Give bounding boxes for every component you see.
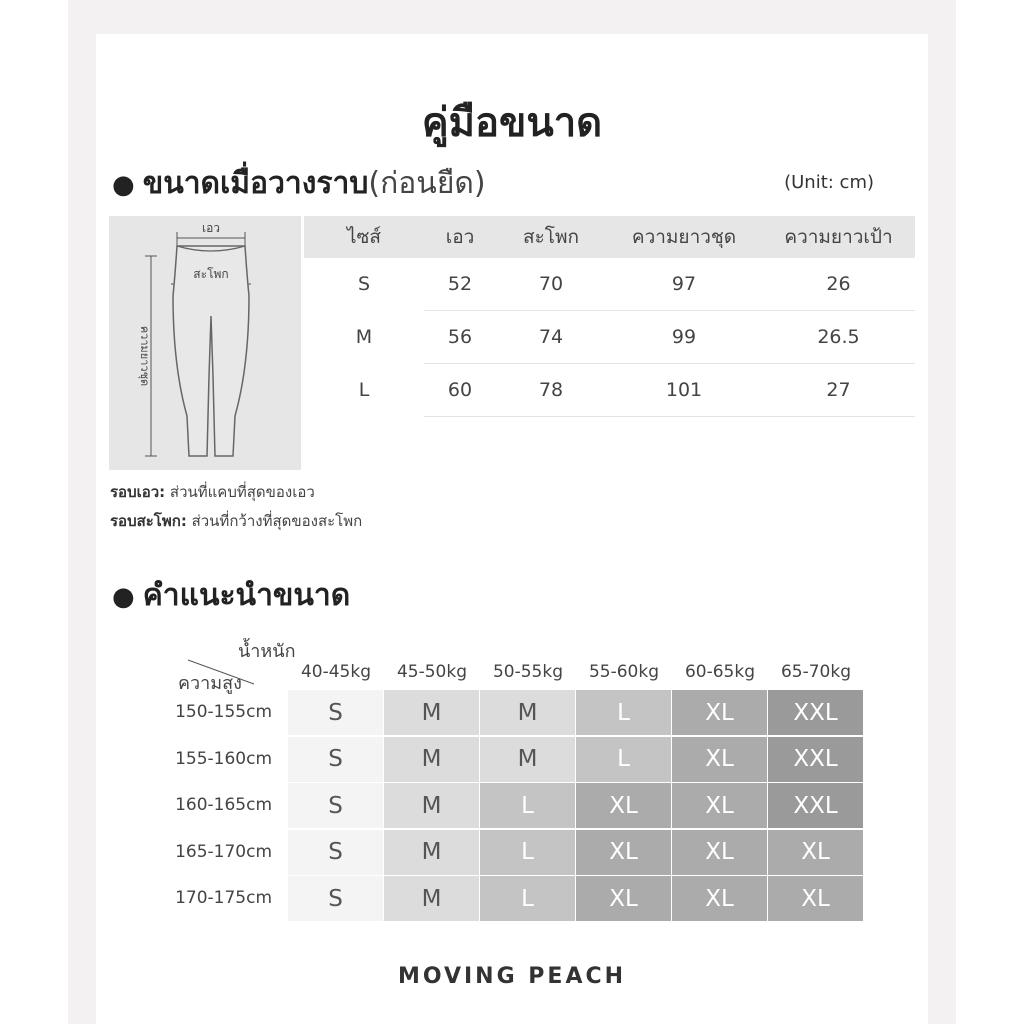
waist-note-desc: ส่วนที่แคบที่สุดของเอว (165, 483, 315, 501)
table-cell: 78 (496, 364, 606, 417)
table-cell: 70 (496, 258, 606, 311)
weight-column-header: 65-70kg (780, 662, 852, 682)
table-row (304, 258, 915, 311)
header-hip: สะโพก (496, 216, 606, 258)
height-row-label: 170-175cm (175, 888, 272, 908)
weight-column-header: 50-55kg (492, 662, 564, 682)
header-waist: เอว (424, 216, 496, 258)
flat-size-table (304, 216, 915, 417)
weight-axis-label: น้ำหนัก (238, 641, 296, 662)
leggings-illustration (109, 216, 301, 470)
size-cell: XL (672, 830, 767, 875)
size-cell: XL (768, 830, 863, 875)
header-size: ไซส์ (304, 216, 424, 258)
size-cell: L (480, 783, 575, 828)
size-cell: S (288, 783, 383, 828)
size-cell: M (480, 737, 575, 782)
size-cell: L (480, 830, 575, 875)
size-cell: XXL (768, 690, 863, 735)
size-cell: S (288, 737, 383, 782)
size-cell: L (480, 876, 575, 921)
hip-diagram-label: สะโพก (193, 267, 229, 281)
size-cell: XL (672, 876, 767, 921)
table-row (304, 364, 915, 417)
weight-column-header: 60-65kg (684, 662, 756, 682)
size-cell: S (288, 690, 383, 735)
size-cell: M (480, 690, 575, 735)
size-cell: XL (768, 876, 863, 921)
bullet-icon: ● (112, 582, 135, 612)
height-row-label: 160-165cm (175, 795, 272, 815)
size-cell: L (576, 690, 671, 735)
size-cell: XL (576, 830, 671, 875)
flat-size-heading-sub: (ก่อนยืด) (368, 166, 486, 201)
table-cell: L (358, 379, 370, 401)
recommend-heading (112, 572, 350, 619)
flat-size-heading-text: ขนาดเมื่อวางราบ (142, 166, 369, 201)
hip-note (110, 507, 362, 536)
height-row-label: 150-155cm (175, 702, 272, 722)
table-cell: 99 (606, 311, 762, 364)
size-recommendation-table (174, 634, 874, 934)
size-cell: XL (672, 690, 767, 735)
hip-note-term: รอบสะโพก: (110, 512, 187, 530)
bullet-icon: ● (112, 170, 135, 200)
waist-note (110, 478, 362, 507)
header-length: ความยาวชุด (606, 216, 762, 258)
size-guide-card (96, 34, 928, 1024)
page-title: คู่มือขนาด (421, 100, 603, 146)
table-cell: 27 (762, 364, 915, 417)
size-cell: XXL (768, 783, 863, 828)
size-cell: XL (576, 783, 671, 828)
size-cell: S (288, 876, 383, 921)
size-cell: L (576, 737, 671, 782)
size-cell: S (288, 830, 383, 875)
height-row-label: 155-160cm (175, 748, 272, 769)
height-row-label: 165-170cm (175, 841, 272, 862)
size-cell: M (384, 876, 479, 921)
size-cell: M (384, 690, 479, 735)
header-rise: ความยาวเป้า (762, 216, 915, 258)
measurement-notes (110, 478, 362, 536)
table-cell: 60 (424, 364, 496, 417)
size-cell: M (384, 737, 479, 782)
leggings-icon (109, 216, 301, 470)
waist-diagram-label: เอว (201, 221, 221, 235)
table-cell: S (357, 273, 371, 296)
table-cell: 101 (606, 364, 762, 417)
size-cell: XL (576, 876, 671, 921)
table-cell: 56 (424, 311, 496, 364)
table-row (304, 311, 915, 364)
weight-column-header: 40-45kg (300, 662, 372, 682)
table-cell: 26.5 (762, 311, 915, 364)
brand-logo: MOVING PEACH (397, 964, 627, 989)
length-diagram-label: ความยาวชุด (138, 325, 151, 387)
height-axis-label: ความสูง (178, 673, 242, 694)
size-cell: M (384, 783, 479, 828)
size-cell: XXL (768, 737, 863, 782)
flat-size-heading (112, 160, 486, 207)
weight-column-header: 55-60kg (588, 662, 660, 682)
table-cell: M (355, 326, 373, 348)
table-cell: 52 (424, 258, 496, 311)
size-cell: M (384, 830, 479, 875)
weight-column-header: 45-50kg (396, 662, 468, 682)
hip-note-desc: ส่วนที่กว้างที่สุดของสะโพก (186, 512, 363, 530)
table-cell: 74 (496, 311, 606, 364)
waist-note-term: รอบเอว: (110, 483, 166, 501)
size-cell: XL (672, 783, 767, 828)
size-cell: XL (672, 737, 767, 782)
table-header-row (304, 216, 915, 258)
recommend-heading-text: คำแนะนำขนาด (142, 578, 351, 613)
table-cell: 26 (762, 258, 915, 311)
unit-label: (Unit: cm) (784, 172, 874, 193)
table-cell: 97 (606, 258, 762, 311)
